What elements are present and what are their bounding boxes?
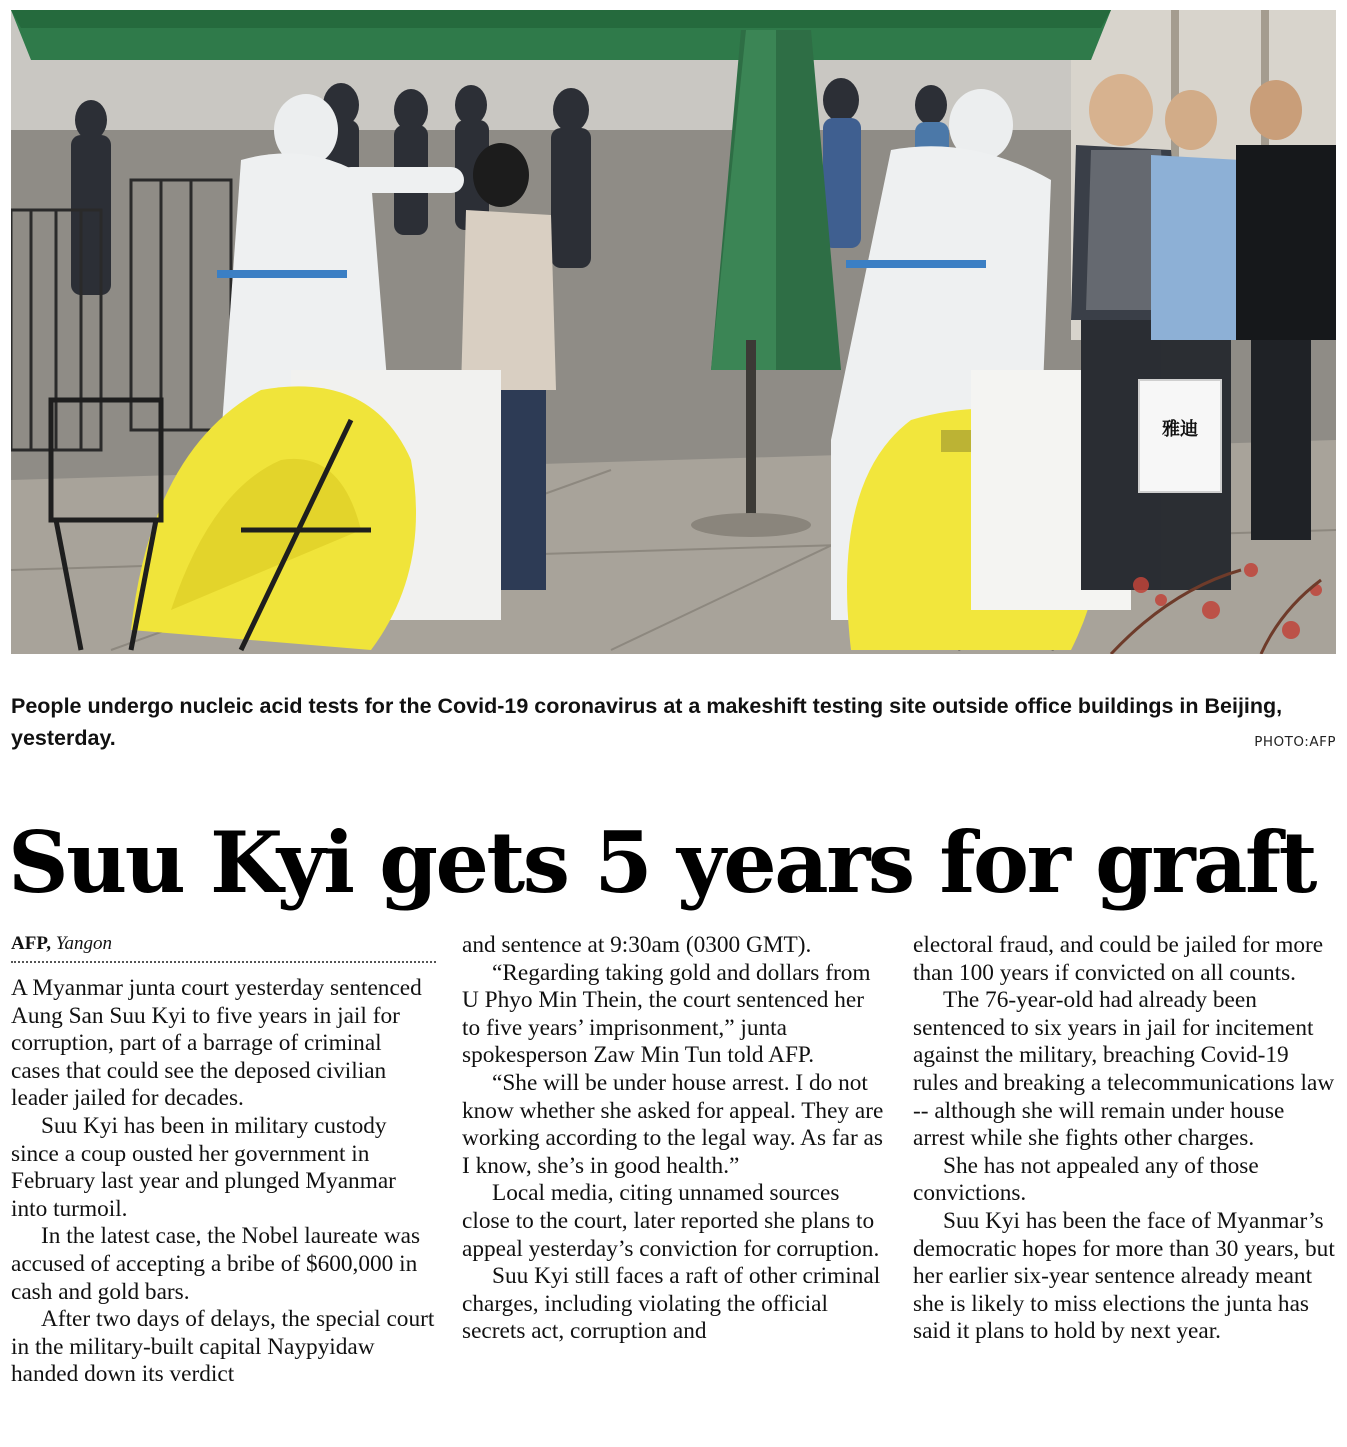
article-column-2 [462,932,887,1346]
photo-credit: PHOTO:AFP [1254,734,1336,750]
paragraph: “Regarding taking gold and dollars from U Phyo Min Thein, the court sentenced her to five years’ imprisonment,” junta spokesperson Zaw Min Tun told AFP. [462,959,871,1069]
paragraph: electoral fraud, and could be jailed for more than 100 years if convicted on all counts. [913,932,1324,986]
article-column-3 [913,932,1338,1346]
headline: Suu Kyi gets 5 years for graft [8,813,1315,912]
byline-agency: AFP, [11,933,51,954]
byline [11,930,436,963]
paragraph: Suu Kyi has been in military custody since a coup ousted her government in February last year and plunged Myanmar into turmoil. [11,1112,396,1222]
paragraph: Suu Kyi has been the face of Myanmar’s democratic hopes for more than 30 years, but her earlier six-year sentence already meant she is likely to miss elections the junta has said it plans to hold by next year. [913,1207,1335,1345]
paragraph: “She will be under house arrest. I do not know whether she asked for appeal. They are working according to the legal way. As far as I know, she’s in good health.” [462,1069,884,1179]
news-photo [11,10,1336,654]
byline-dateline: Yangon [55,933,113,954]
paragraph: A Myanmar junta court yesterday sentenced Aung San Suu Kyi to five years in jail for corruption, part of a barrage of criminal cases that could see the deposed civilian leader jailed for decades. [11,975,422,1112]
covid-testing-photo-icon [11,10,1336,654]
paragraph: and sentence at 9:30am (0300 GMT). [462,932,812,958]
article-column-1 [11,930,436,1389]
paragraph: In the latest case, the Nobel laureate was accused of accepting a bribe of $600,000 in cash and gold bars. [11,1223,421,1305]
paragraph: Local media, citing unnamed sources close to the court, later reported she plans to appeal yesterday’s conviction for corruption. [462,1180,880,1262]
paragraph: She has not appealed any of those convictions. [913,1152,1259,1207]
photo-caption: People undergo nucleic acid tests for the Covid-19 coronavirus at a makeshift testing site outside office buildings in Beijing, yesterday. [11,694,1283,750]
bag-text: 雅迪 [1162,419,1198,440]
paragraph: Suu Kyi still faces a raft of other criminal charges, including violating the official secrets act, corruption and [462,1263,881,1345]
paragraph: The 76-year-old had already been sentenced to six years in jail for incitement against the military, breaching Covid-19 rules and breaking a telecommunications law -- although she will remain under house arrest while she fights other charges. [913,987,1335,1152]
paragraph: After two days of delays, the special court in the military-built capital Naypyidaw handed down its verdict [11,1306,435,1388]
